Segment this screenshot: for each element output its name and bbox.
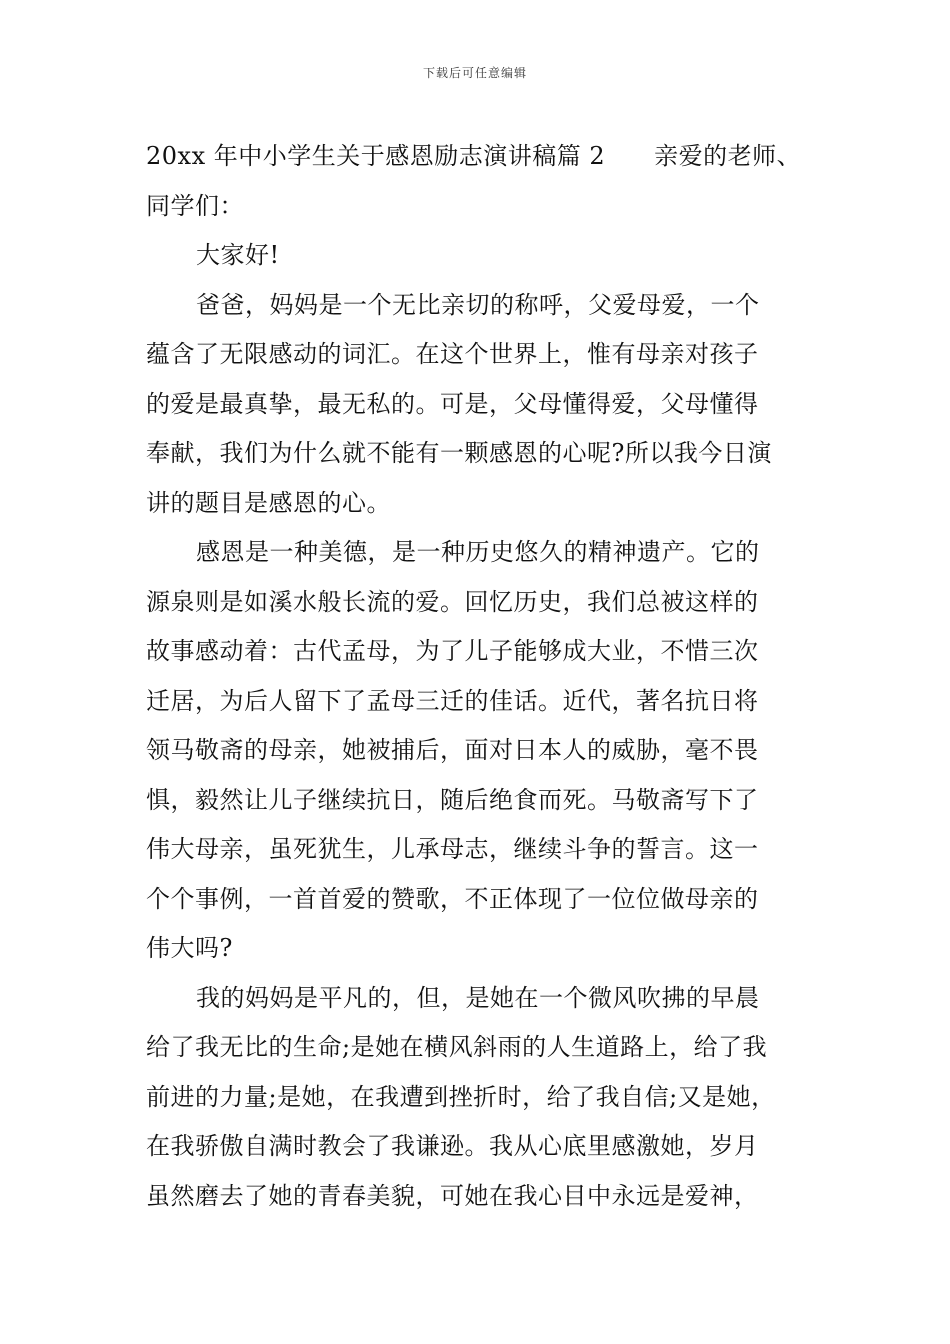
title-line: 20xx 年中小学生关于感恩励志演讲稿篇 2 亲爱的老师、: [146, 142, 802, 170]
paragraph-line: 在我骄傲自满时教会了我谦逊。我从心底里感激她，岁月: [146, 1132, 759, 1160]
paragraph-line: 我的妈妈是平凡的，但，是她在一个微风吹拂的早晨: [196, 983, 760, 1012]
paragraph-line: 迁居，为后人留下了孟母三迁的佳话。近代，著名抗日将: [146, 686, 759, 715]
paragraph-line: 爸爸，妈妈是一个无比亲切的称呼，父爱母爱，一个: [196, 290, 760, 319]
greeting-line: 大家好!: [196, 241, 280, 269]
paragraph-line: 前进的力量;是她，在我遭到挫折时，给了我自信;又是她，: [146, 1082, 776, 1111]
paragraph-line: 奉献，我们为什么就不能有一颗感恩的心呢?所以我今日演: [146, 439, 772, 467]
paragraph-line: 的爱是最真挚，最无私的。可是，父母懂得爱，父母懂得: [146, 389, 759, 418]
paragraph-line: 蕴含了无限感动的词汇。在这个世界上，惟有母亲对孩子: [146, 340, 759, 368]
paragraph-line: 源泉则是如溪水般长流的爱。回忆历史，我们总被这样的: [146, 587, 759, 616]
paragraph-line: 伟大吗?: [146, 934, 233, 962]
paragraph-line: 伟大母亲，虽死犹生，儿承母志，继续斗争的誓言。这一: [146, 835, 759, 863]
header-note: 下载后可任意编辑: [422, 66, 527, 80]
paragraph-line: 惧，毅然让儿子继续抗日，随后绝食而死。马敬斋写下了: [146, 785, 759, 814]
paragraph-line: 讲的题目是感恩的心。: [146, 488, 391, 517]
paragraph-line: 给了我无比的生命;是她在横风斜雨的人生道路上，给了我: [146, 1033, 768, 1061]
salutation-line: 同学们：: [146, 191, 244, 220]
paragraph-line: 感恩是一种美德，是一种历史悠久的精神遗产。它的: [196, 538, 760, 566]
paragraph-line: 领马敬斋的母亲，她被捕后，面对日本人的威胁，毫不畏: [146, 736, 759, 764]
paragraph-line: 虽然磨去了她的青春美貌，可她在我心目中永远是爱神，: [146, 1181, 759, 1210]
paragraph-line: 个个事例，一首首爱的赞歌，不正体现了一位位做母亲的: [146, 884, 759, 913]
paragraph-line: 故事感动着：古代孟母，为了儿子能够成大业，不惜三次: [146, 637, 759, 665]
document-body: [146, 132, 811, 1221]
